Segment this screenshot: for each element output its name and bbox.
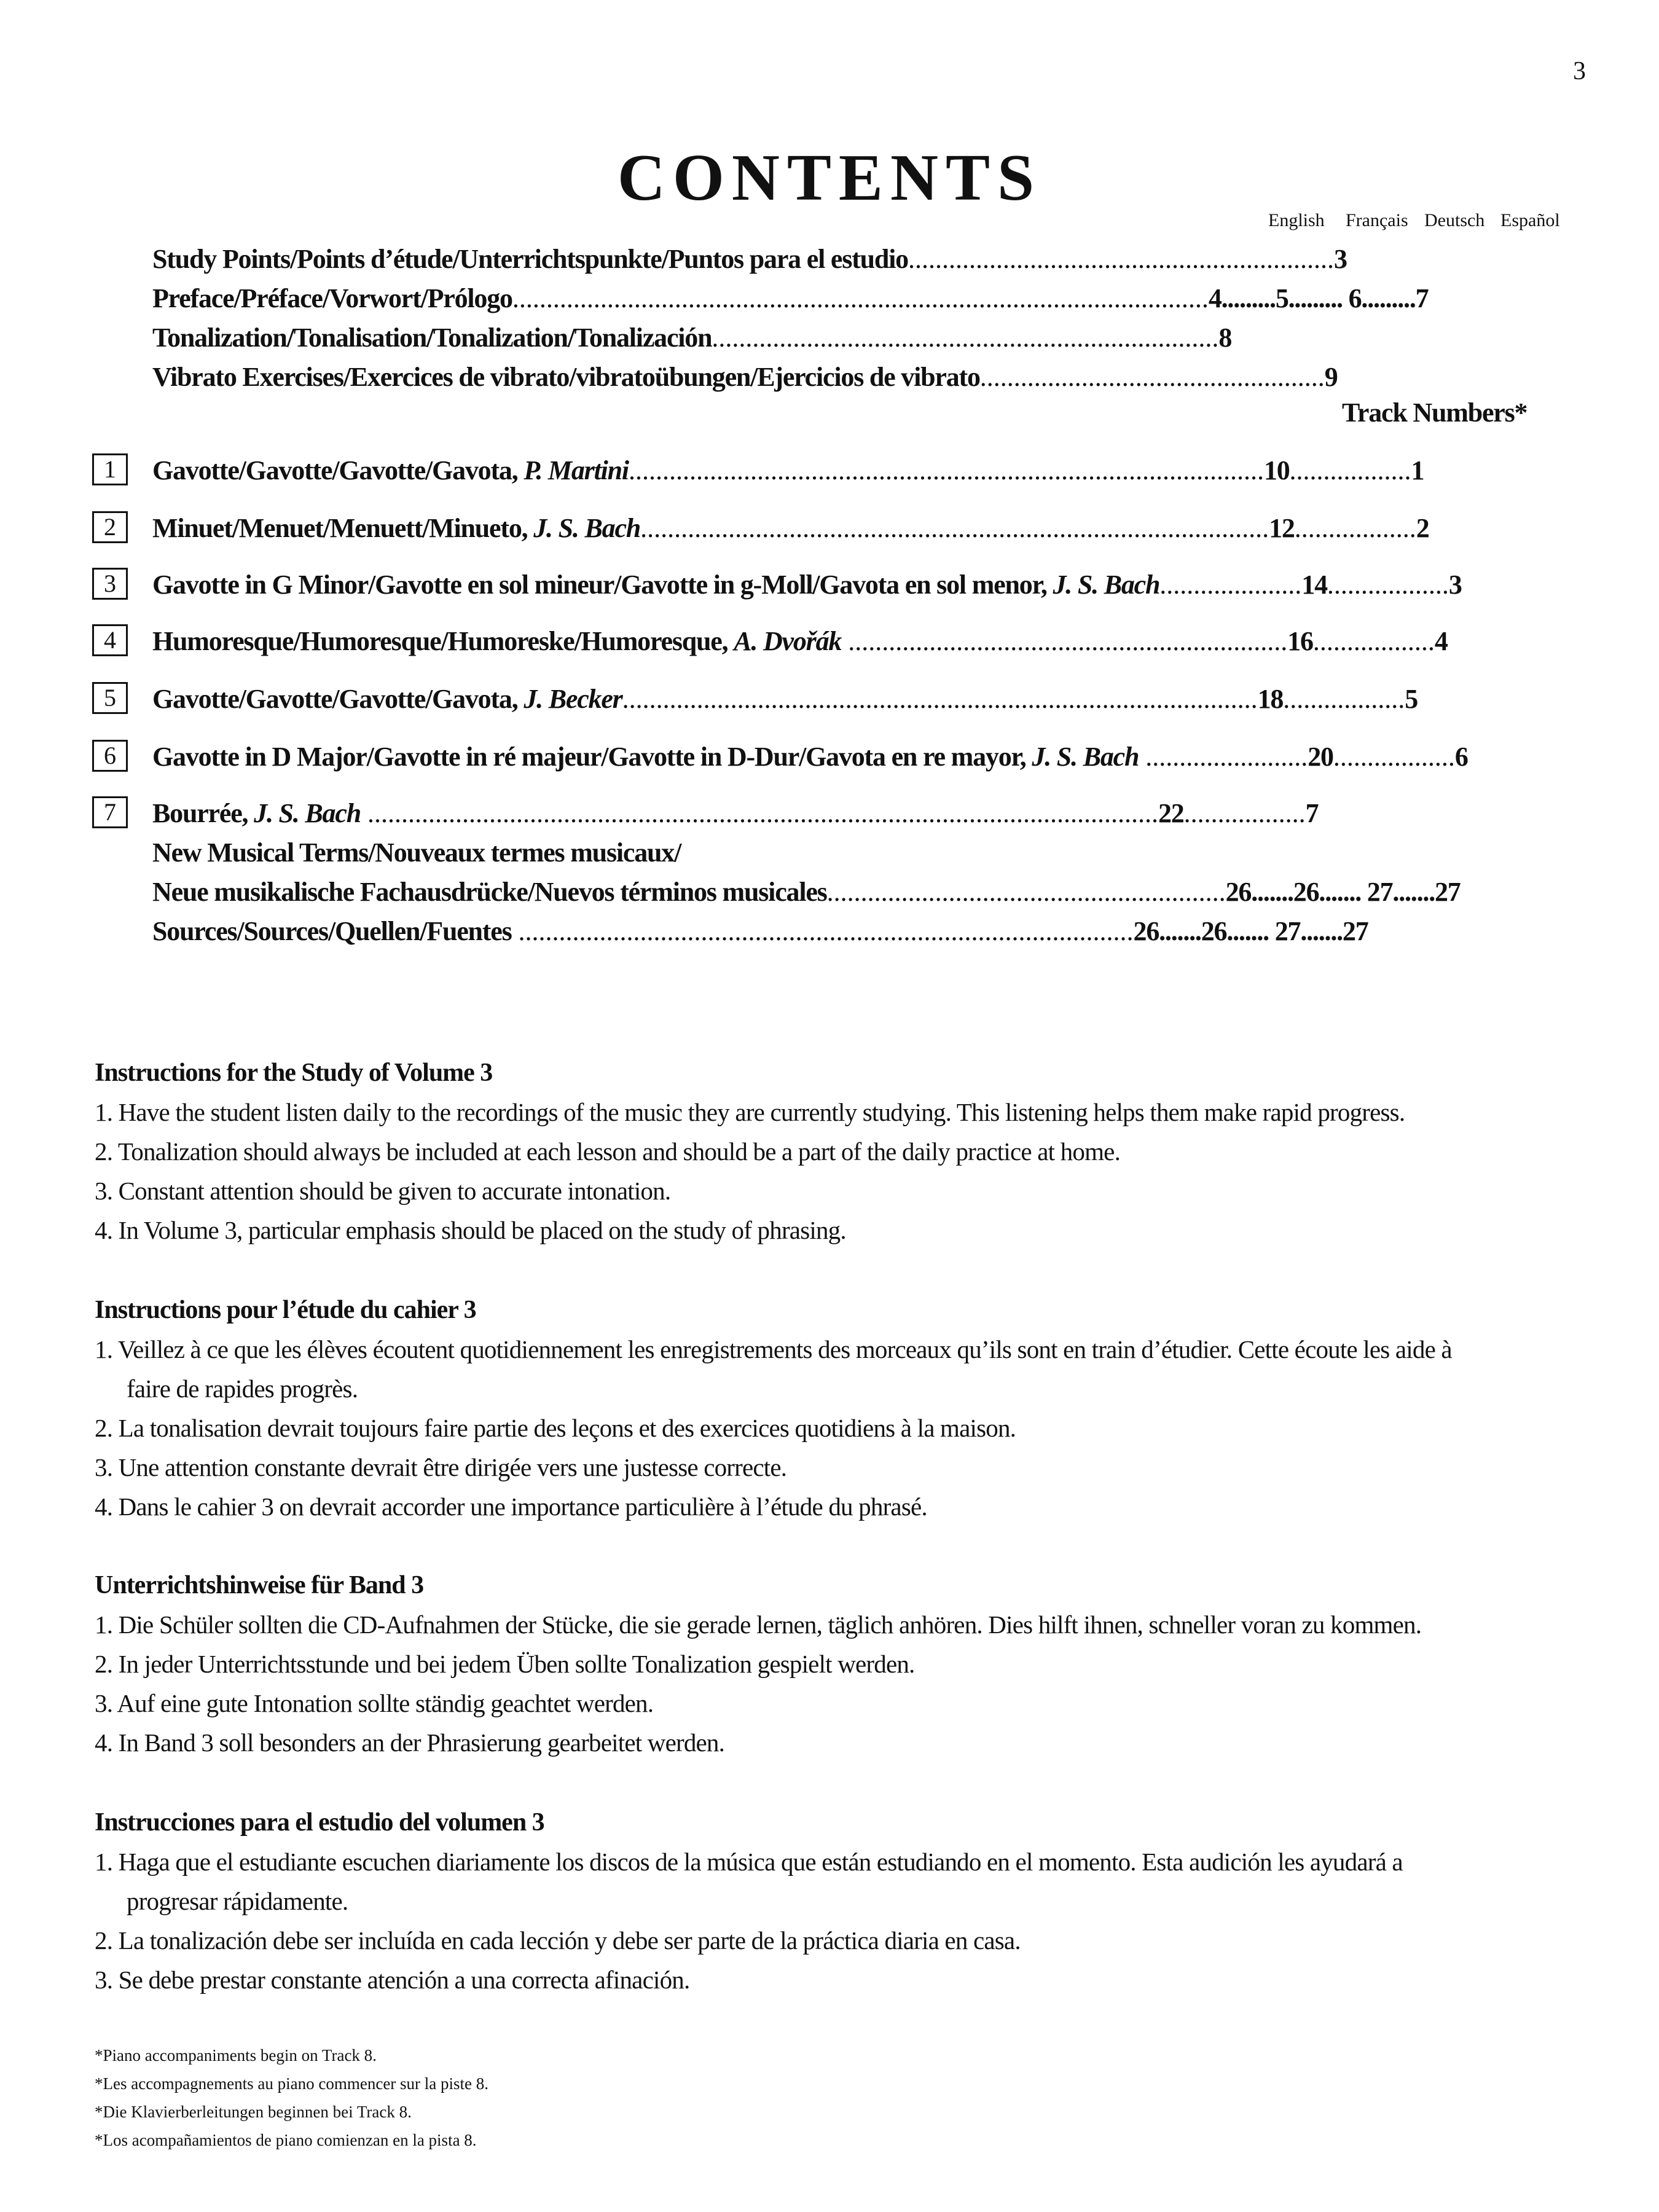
toc-study-points: Study Points/Points d’étude/Unterrichtspunkte/Puntos para el estudio...............................................................3 xyxy=(152,244,1347,274)
list-item: 3. Constant attention should be given to accurate intonation. xyxy=(95,1177,671,1205)
footnote: *Die Klavierberleitungen beginnen bei Track 8. xyxy=(95,2103,412,2121)
toc-piece: Gavotte in D Major/Gavotte in ré majeur/Gavotte in D-Dur/Gavota en re mayor, J. S. Bach ........................20..................6 xyxy=(152,742,1468,772)
language-header-german: Deutsch xyxy=(1424,210,1485,230)
footnote: *Piano accompaniments begin on Track 8. xyxy=(95,2046,377,2065)
list-item: 1. Die Schüler sollten die CD-Aufnahmen der Stücke, die sie gerade lernen, täglich anhören. Dies hilft ihnen, schneller voran zu kommen. xyxy=(95,1610,1422,1639)
list-item-continuation: faire de rapides progrès. xyxy=(127,1375,358,1403)
language-header-english: English xyxy=(1268,210,1325,230)
list-item: 2. In jeder Unterrichtsstunde und bei jedem Üben sollte Tonalization gespielt werden. xyxy=(95,1650,915,1678)
toc-piece: Minuet/Menuet/Menuett/Minueto, J. S. Bach.............................................................................................12..................2 xyxy=(152,513,1429,543)
toc-new-terms: Neue musikalische Fachausdrücke/Nuevos términos musicales...........................................................26.......26....... 27.......27 xyxy=(152,877,1461,907)
list-item: 2. La tonalisation devrait toujours faire partie des leçons et des exercices quotidiens à la maison. xyxy=(95,1414,1016,1442)
section-heading-spanish: Instrucciones para el estudio del volumen 3 xyxy=(95,1808,544,1837)
list-item: 1. Haga que el estudiante escuchen diariamente los discos de la música que están estudiando en el momento. Esta audición les ayudará a xyxy=(95,1848,1403,1876)
piece-number-box: 7 xyxy=(92,796,128,828)
list-item: 1. Have the student listen daily to the recordings of the music they are currently studying. This listening helps them make rapid progress. xyxy=(95,1098,1405,1126)
footnote: *Les accompagnements au piano commencer sur la piste 8. xyxy=(95,2074,489,2093)
list-item-continuation: progresar rápidamente. xyxy=(127,1887,348,1915)
list-item: 2. Tonalization should always be included at each lesson and should be a part of the daily practice at home. xyxy=(95,1137,1121,1166)
list-item: 3. Se debe prestar constante atención a una correcta afinación. xyxy=(95,1966,690,1994)
toc-piece: Bourrée, J. S. Bach .....................................................................................................................22..................7 xyxy=(152,798,1319,828)
toc-tonalization: Tonalization/Tonalisation/Tonalization/Tonalización...........................................................................8 xyxy=(152,323,1232,353)
toc-new-terms-line1: New Musical Terms/Nouveaux termes musicaux/ xyxy=(152,837,681,868)
list-item: 1. Veillez à ce que les élèves écoutent quotidiennement les enregistrements des morceaux qu’ils sont en train d’étudier. Cette écoute les aide à xyxy=(95,1335,1452,1363)
toc-sources: Sources/Sources/Quellen/Fuentes ...........................................................................................26.......26....... 27.......27 xyxy=(152,916,1368,946)
section-heading-english: Instructions for the Study of Volume 3 xyxy=(95,1059,493,1087)
list-item: 2. La tonalización debe ser incluída en cada lección y debe ser parte de la práctica diaria en casa. xyxy=(95,1926,1021,1955)
list-item: 3. Auf eine gute Intonation sollte ständig geachtet werden. xyxy=(95,1689,654,1717)
toc-piece: Humoresque/Humoresque/Humoreske/Humoresque, A. Dvořák .................................................................16..................4 xyxy=(152,626,1448,656)
list-item: 4. In Band 3 soll besonders an der Phrasierung gearbeitet werden. xyxy=(95,1728,725,1757)
piece-number-box: 4 xyxy=(92,624,128,656)
toc-piece: Gavotte/Gavotte/Gavotte/Gavota, P. Martini..............................................................................................10..................1 xyxy=(152,455,1424,485)
page-number: 3 xyxy=(1573,57,1586,85)
footnote: *Los acompañamientos de piano comienzan en la pista 8. xyxy=(95,2131,477,2149)
toc-preface: Preface/Préface/Vorwort/Prólogo.......................................................................................................4.........5......... 6.........7 xyxy=(152,283,1429,313)
piece-number-box: 2 xyxy=(92,511,128,543)
page-title: CONTENTS xyxy=(617,141,1042,214)
piece-number-box: 1 xyxy=(92,453,128,485)
toc-piece: Gavotte in G Minor/Gavotte en sol mineur/Gavotte in g-Moll/Gavota en sol menor, J. S. Bach.....................14..................3 xyxy=(152,570,1462,600)
list-item: 4. In Volume 3, particular emphasis should be placed on the study of phrasing. xyxy=(95,1216,846,1244)
piece-number-box: 5 xyxy=(92,682,128,714)
toc-piece: Gavotte/Gavotte/Gavotte/Gavota, J. Becker..............................................................................................18..................5 xyxy=(152,684,1418,714)
language-header-spanish: Español xyxy=(1500,210,1560,230)
list-item: 4. Dans le cahier 3 on devrait accorder une importance particulière à l’étude du phrasé. xyxy=(95,1492,927,1521)
section-heading-french: Instructions pour l’étude du cahier 3 xyxy=(95,1296,476,1324)
language-header-french: Français xyxy=(1346,210,1408,230)
piece-number-box: 3 xyxy=(92,568,128,600)
toc-vibrato: Vibrato Exercises/Exercices de vibrato/vibratoübungen/Ejercicios de vibrato...................................................9 xyxy=(152,362,1338,392)
list-item: 3. Une attention constante devrait être dirigée vers une justesse correcte. xyxy=(95,1453,787,1481)
piece-number-box: 6 xyxy=(92,740,128,772)
track-numbers-header: Track Numbers* xyxy=(1342,398,1528,428)
section-heading-german: Unterrichtshinweise für Band 3 xyxy=(95,1571,424,1599)
